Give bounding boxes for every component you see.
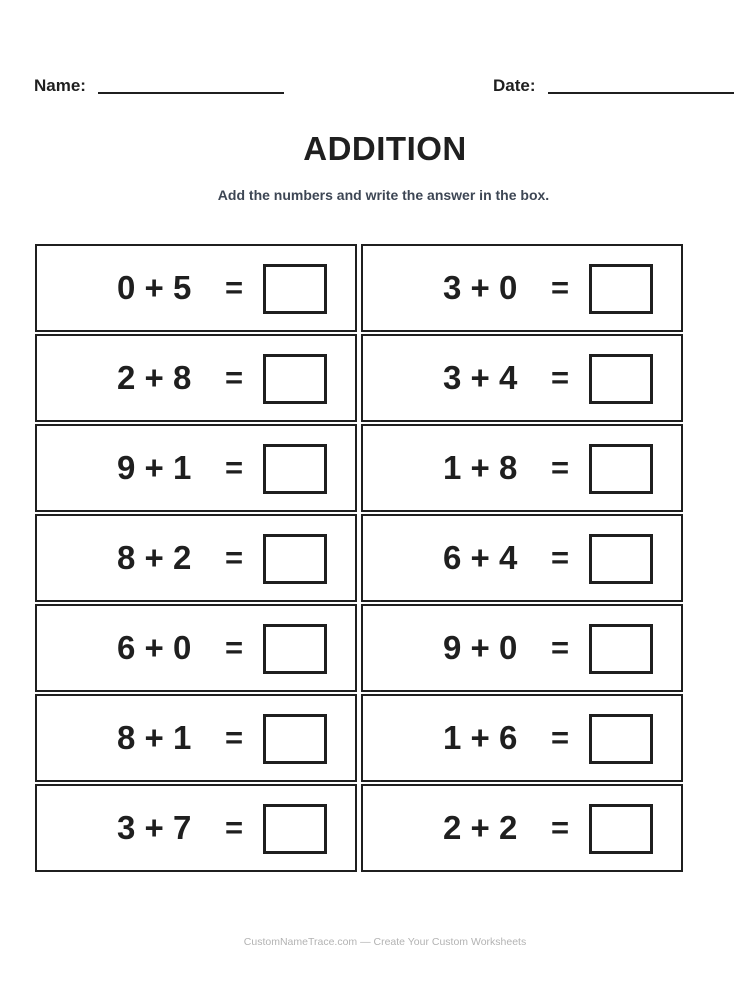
problem-cell [361, 334, 683, 422]
problem-cell [361, 244, 683, 332]
answer-box[interactable] [589, 714, 653, 764]
answer-box[interactable] [589, 624, 653, 674]
name-line[interactable] [98, 92, 284, 94]
equals-sign: = [225, 360, 244, 395]
answer-box[interactable] [589, 804, 653, 854]
problem-cell [361, 514, 683, 602]
equals-sign: = [551, 720, 570, 755]
problem-expression: 3 + 0 [443, 269, 518, 306]
answer-box[interactable] [263, 624, 327, 674]
equals-sign: = [551, 540, 570, 575]
answer-box[interactable] [263, 804, 327, 854]
header-row [34, 76, 736, 100]
name-field [34, 76, 284, 96]
answer-box[interactable] [263, 444, 327, 494]
equals-sign: = [225, 270, 244, 305]
answer-box[interactable] [589, 264, 653, 314]
equals-sign: = [551, 810, 570, 845]
equals-sign: = [225, 540, 244, 575]
problem-expression: 1 + 8 [443, 449, 518, 486]
problem-expression: 9 + 0 [443, 629, 518, 666]
equals-sign: = [551, 630, 570, 665]
problem-grid [35, 244, 683, 872]
problem-expression: 3 + 7 [117, 809, 192, 846]
problem-expression: 8 + 2 [117, 539, 192, 576]
answer-box[interactable] [589, 534, 653, 584]
problem-expression: 0 + 5 [117, 269, 192, 306]
answer-box[interactable] [263, 714, 327, 764]
date-line[interactable] [548, 92, 734, 94]
answer-box[interactable] [263, 534, 327, 584]
equals-sign: = [551, 360, 570, 395]
problem-expression: 3 + 4 [443, 359, 518, 396]
problem-cell [35, 784, 357, 872]
problem-expression: 2 + 8 [117, 359, 192, 396]
equals-sign: = [551, 450, 570, 485]
problem-expression: 1 + 6 [443, 719, 518, 756]
problem-cell [35, 424, 357, 512]
equals-sign: = [551, 270, 570, 305]
instructions: Add the numbers and write the answer in the box. [217, 187, 550, 203]
problem-cell [35, 604, 357, 692]
problem-cell [361, 604, 683, 692]
answer-box[interactable] [263, 354, 327, 404]
date-label: Date: [493, 76, 536, 95]
equals-sign: = [225, 450, 244, 485]
answer-box[interactable] [589, 354, 653, 404]
problem-cell [35, 514, 357, 602]
date-field [493, 76, 734, 96]
problem-expression: 2 + 2 [443, 809, 518, 846]
page-title: ADDITION [303, 130, 467, 167]
problem-expression: 9 + 1 [117, 449, 192, 486]
problem-cell [361, 694, 683, 782]
answer-box[interactable] [263, 264, 327, 314]
problem-cell [35, 244, 357, 332]
problem-cell [35, 334, 357, 422]
equals-sign: = [225, 720, 244, 755]
equals-sign: = [225, 810, 244, 845]
answer-box[interactable] [589, 444, 653, 494]
footer-credit: CustomNameTrace.com — Create Your Custom Worksheets [243, 936, 527, 948]
equals-sign: = [225, 630, 244, 665]
problem-expression: 6 + 0 [117, 629, 192, 666]
problem-cell [35, 694, 357, 782]
name-label: Name: [34, 76, 86, 95]
problem-cell [361, 424, 683, 512]
problem-cell [361, 784, 683, 872]
problem-expression: 6 + 4 [443, 539, 518, 576]
problem-expression: 8 + 1 [117, 719, 192, 756]
